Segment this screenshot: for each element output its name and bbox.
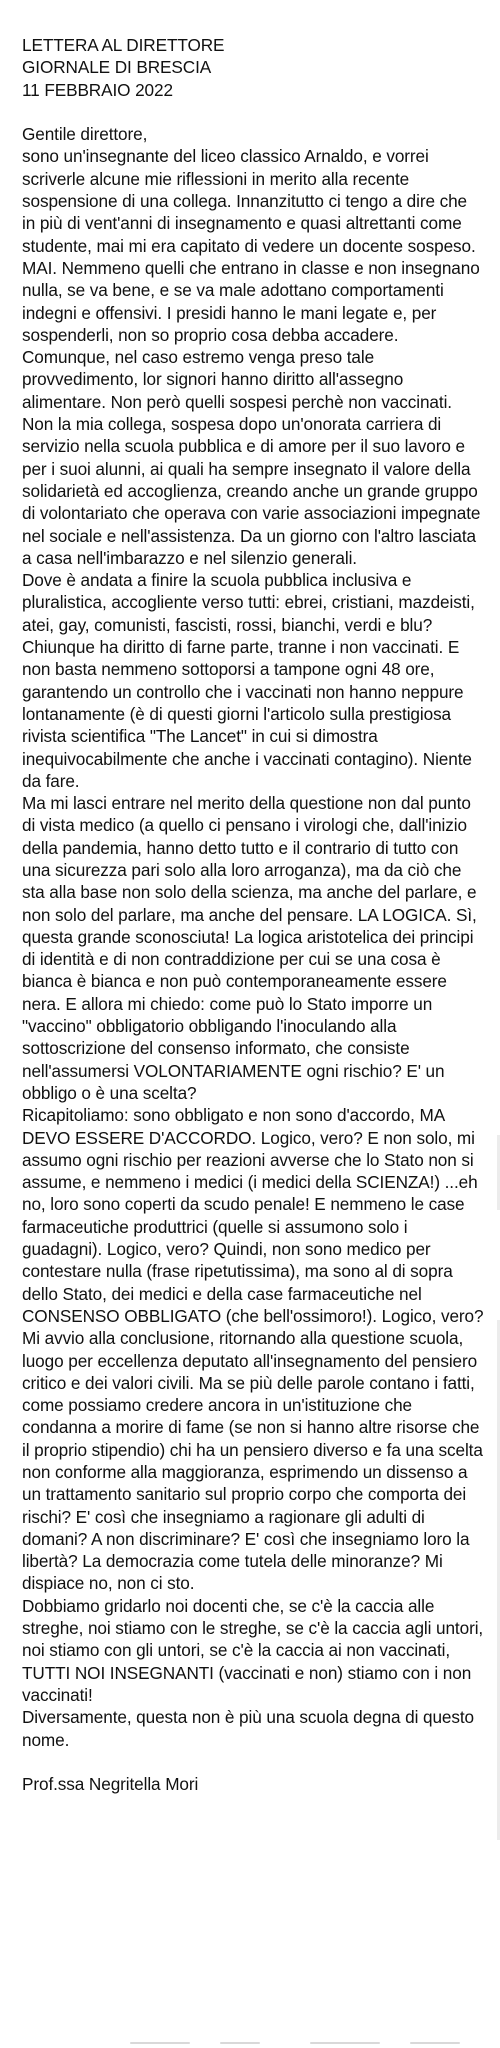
header-newspaper: GIORNALE DI BRESCIA xyxy=(22,57,212,78)
paragraph-6: Dobbiamo gridarlo noi docenti che, se c'è la caccia alle streghe, noi stiamo con le streghe, se c'è la caccia agli untori, noi stiamo con gli untori, se c'è la caccia ai non vaccinati, TUTTI NOI INSEGNANTI (vaccinati e non) stiamo con i non vaccinati! xyxy=(22,1595,484,1705)
paragraph-4: Ricapitoliamo: sono obbligato e non sono d'accordo, MA DEVO ESSERE D'ACCORDO. Logico, vero? E non solo, mi assumo ogni rischio per reazioni avverse che lo Stato non si assume, e nemmeno i medici (i medici della SCIENZA!) ...eh no, loro sono coperti da scudo penale! E nemmeno le case farmaceutiche produttrici (quelle si assumono solo i guadagni). Logico, vero? Quindi, non sono medico per contestare nulla (frase ripetutissima), ma sono al di sopra dello Stato, dei medici e della case farmaceutiche nel CONSENSO OBBLIGATO (che bell'ossimoro!). Logico, vero? xyxy=(22,1105,484,1326)
letter-header xyxy=(22,34,484,101)
paragraph-1: sono un'insegnante del liceo classico Arnaldo, e vorrei scriverle alcune mie riflessioni in merito alla recente sospensione di una collega. Innanzitutto ci tengo a dire che in più di vent'anni di insegnamento e quasi altrettanti come studente, mai mi era capitato di vedere un docente sospeso. MAI. Nemmeno quelli che entrano in classe e non insegnano nulla, se va bene, e se va male adottano comportamenti indegni e offensivi. I presidi hanno le mani legate e, per sospenderli, non so proprio cosa debba accadere. Comunque, nel caso estremo venga preso tale provvedimento, lor signori hanno diritto all'assegno alimentare. Non però quelli sospesi perchè non vaccinati. Non la mia collega, sospesa dopo un'onorata carriera di servizio nella scuola pubblica e di amore per il suo lavoro e per i suoi alunni, ai quali ha sempre insegnato il valore della solidarietà ed accoglienza, creando anche un grande gruppo di volontariato che operava con varie associazioni impegnate nel sociale e nell'assistenza. Da un giorno con l'altro lasciata a casa nell'imbarazzo e nel silenzio generali. xyxy=(22,146,481,568)
paragraph-7: Diversamente, questa non è più una scuola degna di questo nome. xyxy=(22,1707,474,1750)
letter-body xyxy=(22,123,484,1751)
header-date: 11 FEBBRAIO 2022 xyxy=(22,79,173,100)
signature: Prof.ssa Negritella Mori xyxy=(22,1774,199,1795)
paragraph-2: Dove è andata a finire la scuola pubblica inclusiva e pluralistica, accogliente verso tutti: ebrei, cristiani, mazdeisti, atei, gay, comunisti, fascisti, rossi, bianchi, verdi e blu? Chiunque ha diritto di farne parte, tranne i non vaccinati. E non basta nemmeno sottoporsi a tampone ogni 48 ore, garantendo un controllo che i vaccinati non hanno neppure lontanamente (è di questi giorni l'articolo sulla prestigiosa rivista scientifica "The Lancet" in cui si dimostra inequivocabilmente che anche i vaccinati contagino). Niente da fare. xyxy=(22,570,475,791)
paragraph-3: Ma mi lasci entrare nel merito della questione non dal punto di vista medico (a quello ci pensano i virologi che, dall'inizio della pandemia, hanno detto tutto e il contrario di tutto con una sicurezza pari solo alla loro arroganza), ma da ciò che sta alla base non solo della scienza, ma anche del parlare, e non solo del parlare, ma anche del pensare. LA LOGICA. Sì, questa grande sconosciuta! La logica aristotelica dei principi di identità e di non contraddizione per cui se una cosa è bianca è bianca e non può contemporaneamente essere nera. E allora mi chiedo: come può lo Stato imporre un "vaccino" obbligatorio obbligando l'inoculando alla sottoscrizione del consenso informato, che consiste nell'assumersi VOLONTARIAMENTE ogni rischio? E' un obbligo o è una scelta? xyxy=(22,793,477,1103)
spacer xyxy=(22,101,484,123)
salutation: Gentile direttore, xyxy=(22,124,148,145)
paragraph-5: Mi avvio alla conclusione, ritornando alla questione scuola, luogo per eccellenza deputato all'insegnamento del pensiero critico e dei valori civili. Ma se più delle parole contano i fatti, come possiamo credere ancora in un'istituzione che condanna a morire di fame (se non si hanno altre risorse che il proprio stipendio) chi ha un pensiero diverso e fa una scelta non conforme alla maggioranza, esprimendo un dissenso a un trattamento sanitario sul proprio corpo che comporta dei rischi? E' così che insegniamo a ragionare gli adulti di domani? A non discriminare? E' così che insegniamo loro la libertà? La democrazia come tutela delle minoranze? Mi dispiace no, non ci sto. xyxy=(22,1328,483,1594)
header-title: LETTERA AL DIRETTORE xyxy=(22,35,225,55)
cropped-footer-text xyxy=(30,2036,470,2048)
letter-document xyxy=(22,34,484,1795)
